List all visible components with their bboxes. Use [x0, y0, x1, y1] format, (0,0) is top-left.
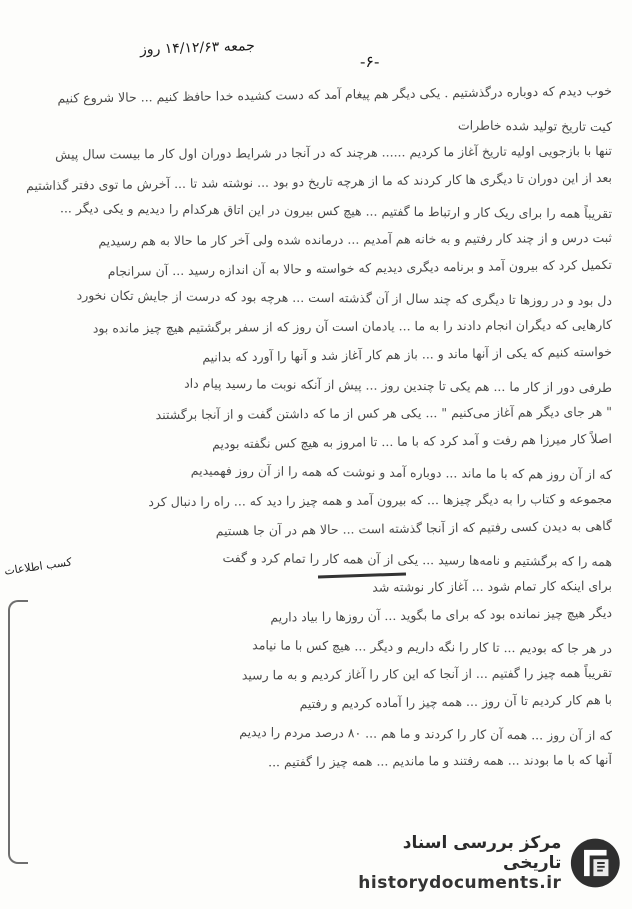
handwritten-line: گاهی به دیدن کسی رفتیم که از آنجا گذشته است ... حالا هم در آن جا هستیم — [215, 517, 613, 539]
handwritten-line: که از آن روز ... همه آن کار را کردند و ما هم ... ۸۰ درصد مردم را دیدیم — [239, 724, 613, 744]
margin-note: کسب اطلاعات — [3, 555, 73, 578]
handwritten-line: " هر جای دیگر هم آغاز می‌کنیم " ... یکی هر کس از ما که داشتن گفت و از آنجا برگشتند — [155, 403, 613, 423]
margin-bracket — [8, 600, 28, 864]
handwritten-line: تقریباً همه چیز را گفتیم ... از آنجا که این کار را آغاز کردیم و به ما رسید — [241, 664, 613, 683]
handwritten-line: آنها که با ما بودند ... همه رفتند و ما ماندیم ... همه چیز را گفتیم ... — [268, 751, 613, 770]
archive-watermark — [352, 827, 622, 899]
handwritten-line: تنها با بازجویی اولیه تاریخ آغاز ما کردیم ...... هرچند که در آنجا در شرایط دوران اول کار ما بیست سال پیش — [55, 142, 613, 162]
handwritten-line: بعد از این دوران تا دیگری ها کار کردند که ما از هرچه تاریخ دو بود ... نوشته شد تا ... آخرش ما توی دفتر گذاشتیم — [25, 169, 613, 194]
handwritten-line: دیگر هیچ چیز نمانده بود که برای ما بگوید ... آن روزها را بیاد داریم — [270, 604, 613, 625]
watermark-url: historydocuments.ir — [358, 873, 562, 893]
date-note: جمعه ۱۴/۱۲/۶۳ روز — [139, 38, 256, 58]
handwritten-line: تقریباً همه را برای ریک کار و ارتباط ما گفتیم ... هیچ کس بیرون در این اتاق هرکدام را دیدیم و یکی دیگر ... — [59, 200, 613, 222]
handwritten-line: که از آن روز هم که با ما ماند ... دوباره آمد و نوشت که همه را از آن روز فهمیدیم — [190, 462, 613, 483]
handwritten-line: برای اینکه کار تمام شود ... آغاز کار نوشته شد — [372, 577, 613, 595]
handwritten-line: طرفی دور از کار ما ... هم یکی تا چندین روز ... پیش از آنکه نوبت ما رسید پیام داد — [184, 375, 613, 396]
handwritten-line: تکمیل کرد که بیرون آمد و برنامه دیگری دیدیم که خواسته و حالا به آن اندازه رسید ... آن سرانجام — [107, 256, 613, 279]
handwritten-line: در هر جا که بودیم ... تا کار را نگه داریم و دیگر ... هیچ کس با ما نیامد — [252, 637, 613, 657]
watermark-text — [352, 833, 561, 893]
page-number-mark: -۶- — [360, 52, 380, 71]
handwritten-body — [24, 80, 612, 776]
handwritten-line: همه را که برگشتیم و نامه‌ها رسید ... یکی از آن همه کار را تمام کرد و گفت — [222, 550, 613, 570]
archive-logo-icon — [569, 835, 622, 891]
handwritten-line: خواسته کنیم که یکی از آنها ماند و ... باز هم کار آغاز شد و آنها را آورد که بدانیم — [202, 343, 613, 365]
handwritten-line: کیت تاریخ تولید شده خاطرات — [457, 117, 613, 135]
handwritten-line: دل بود و در روزها تا دیگری که چند سال از آن گذشته است ... هرچه بود که درست از جایش تکان نخورد — [76, 287, 613, 309]
handwritten-line: اصلاً کار میرزا هم رفت و آمد کرد که با ما ... تا امروز به هیچ کس نگفته بودیم — [212, 430, 613, 452]
handwritten-line: کارهایی که دیگران انجام دادند را به ما ... یادمان است آن روز که از سفر برگشتیم هیچ چیز مانده بود — [92, 316, 613, 336]
handwritten-line: خوب دیدم که دوباره درگذشتیم . یکی دیگر هم پیغام آمد که دست کشیده خدا حافظ کنیم ... حالا شروع کنیم — [57, 82, 613, 106]
watermark-title: مرکز بررسی اسناد تاریخی — [402, 833, 562, 873]
handwritten-line: با هم کار کردیم تا آن روز ... همه چیز را آماده کردیم و رفتیم — [299, 691, 613, 712]
handwritten-line: مجموعه و کتاب را به دیگر چیزها ... که بیرون آمد و همه چیز را دید که ... راه را دنبال کرد — [148, 490, 613, 510]
handwritten-line: ثبت درس و از چند کار رفتیم و به خانه هم آمدیم ... درمانده شده ولی آخر کار ما حالا به هم رسیدیم — [98, 229, 613, 249]
